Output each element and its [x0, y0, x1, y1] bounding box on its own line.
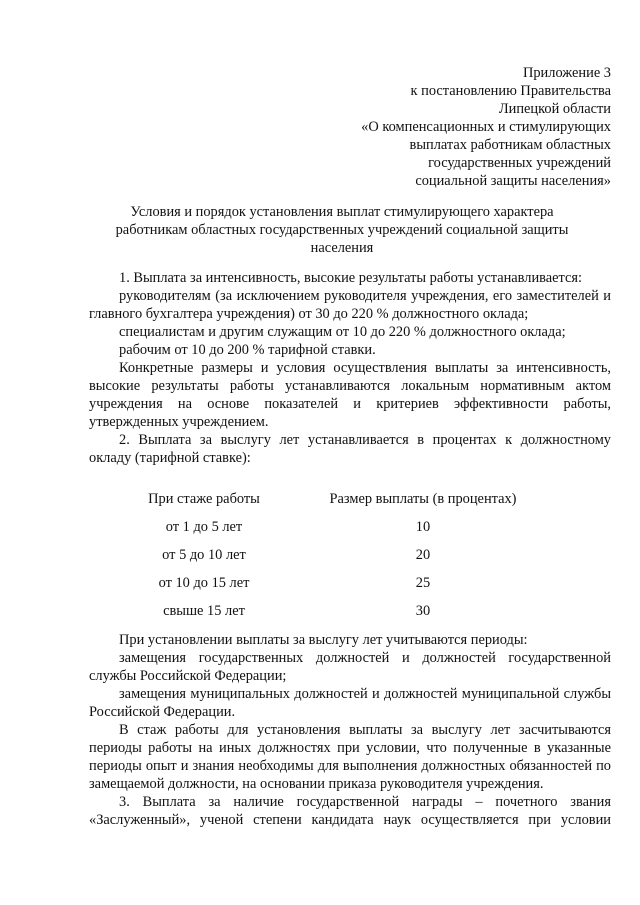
paragraph: 2. Выплата за выслугу лет устанавливается в процентах к должностному окладу (тарифной ставке): — [89, 432, 611, 466]
table-row — [89, 546, 611, 574]
paragraph: В стаж работы для установления выплаты за выслугу лет засчитываются периоды работы на иных должностях при условии, что полученные в указанные периоды опыт и знания необходимы для выполнения должностных обязанностей по замещаемой должности, на основании приказа руководителя учреждения. — [89, 722, 611, 792]
table-cell-percent: 30 — [415, 603, 431, 619]
appendix-line: выплатах работникам областных — [409, 137, 611, 153]
appendix-line: к постановлению Правительства — [410, 83, 611, 99]
table-header-row — [89, 490, 611, 518]
table-cell-period: от 5 до 10 лет — [162, 547, 246, 563]
paragraph: Конкретные размеры и условия осуществления выплаты за интенсивность, высокие результаты работы устанавливаются локальным нормативным актом учреждения на основе показателей и критериев эффективности работы, утвержденных учреждением. — [89, 360, 611, 430]
title-line: населения — [310, 240, 374, 256]
seniority-table — [89, 490, 611, 630]
paragraph: замещения муниципальных должностей и должностей муниципальной службы Российской Федерации. — [89, 686, 611, 720]
table-header-cell: При стаже работы — [148, 491, 260, 507]
paragraph: рабочим от 10 до 200 % тарифной ставки. — [119, 342, 376, 358]
paragraph: замещения государственных должностей и должностей государственной службы Российской Федерации; — [89, 650, 611, 684]
section-1 — [89, 269, 611, 467]
paragraph: специалистам и другим служащим от 10 до 220 % должностного оклада; — [119, 324, 566, 340]
table-row — [89, 574, 611, 602]
paragraph: 1. Выплата за интенсивность, высокие результаты работы устанавливается: — [119, 270, 583, 286]
table-row — [89, 518, 611, 546]
appendix-line: Приложение 3 — [522, 65, 611, 81]
paragraph: При установлении выплаты за выслугу лет учитываются периоды: — [119, 632, 528, 648]
title-line: работникам областных государственных учреждений социальной защиты — [115, 222, 569, 238]
table-cell-period: от 10 до 15 лет — [158, 575, 250, 591]
table-cell-percent: 25 — [415, 575, 431, 591]
section-2 — [89, 631, 611, 829]
appendix-line: государственных учреждений — [428, 155, 611, 171]
table-cell-percent: 10 — [415, 519, 431, 535]
paragraph: 3. Выплата за наличие государственной награды – почетного звания «Заслуженный», ученой степени кандидата наук осуществляется при условии — [89, 794, 611, 828]
appendix-line: социальной защиты населения» — [415, 173, 611, 189]
document-title — [92, 203, 592, 257]
appendix-header — [271, 64, 611, 190]
title-line: Условия и порядок установления выплат стимулирующего характера — [130, 204, 554, 220]
table-row — [89, 602, 611, 630]
paragraph: руководителям (за исключением руководителя учреждения, его заместителей и главного бухгалтера учреждения) от 30 до 220 % должностного оклада; — [89, 288, 611, 322]
appendix-line: Липецкой области — [498, 101, 611, 117]
table-cell-period: от 1 до 5 лет — [165, 519, 243, 535]
table-header-cell: Размер выплаты (в процентах) — [329, 491, 517, 507]
table-cell-percent: 20 — [415, 547, 431, 563]
appendix-line: «О компенсационных и стимулирующих — [361, 119, 611, 135]
table-cell-period: свыше 15 лет — [163, 603, 245, 619]
